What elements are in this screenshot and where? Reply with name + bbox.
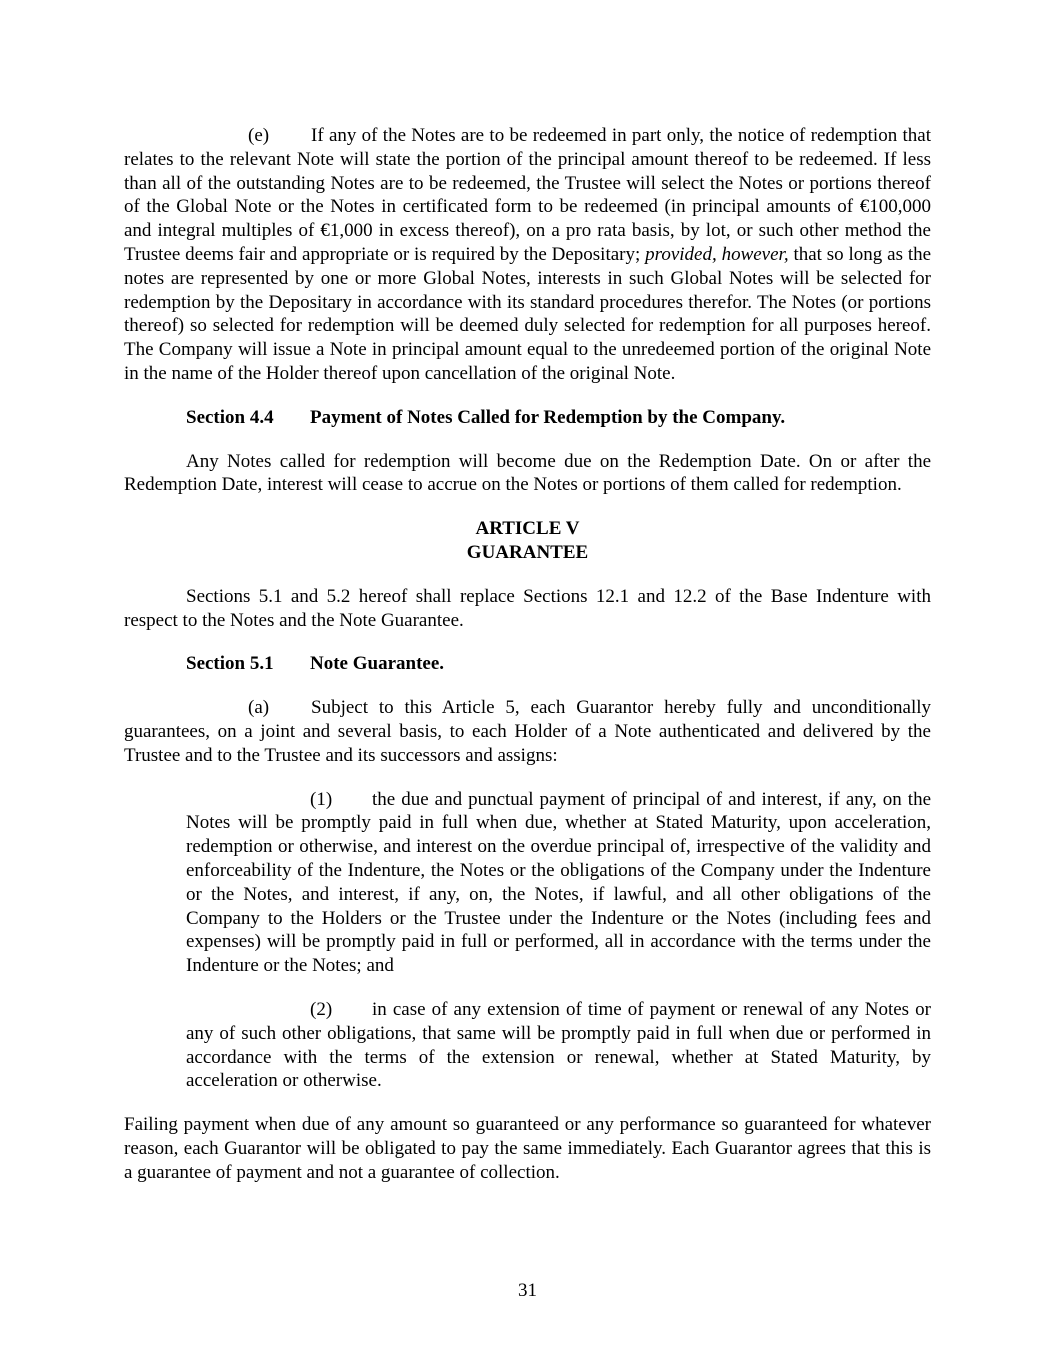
article-intro: Sections 5.1 and 5.2 hereof shall replace Sections 12.1 and 12.2 of the Base Indenture with respect to the Notes and the Note Guarantee.	[124, 585, 931, 631]
guarantee-item-2-text: in case of any extension of time of payment or renewal of any Notes or any of such other obligations, that same will be promptly paid in full when due or performed in accordance with the terms of the extension or renewal, whether at Stated Maturity, by acceleration or otherwise.	[186, 998, 931, 1092]
closing-paragraph: Failing payment when due of any amount so guaranteed or any performance so guaranteed for whatever reason, each Guarantor will be obligated to pay the same immediately. Each Guarantor agrees that this is a guarantee of payment and not a guarantee of collection.	[124, 1114, 931, 1183]
guarantee-item-1-label: (1)	[310, 788, 333, 810]
paragraph-e-text-a: If any of the Notes are to be redeemed in part only, the notice of redemption that relates to the relevant Note will state the portion of the principal amount thereof to be redeemed. If less than all of the outstanding Notes are to be redeemed, the Trustee will select the Notes or portions thereof of the Global Note or the Notes in certificated form to be redeemed (in principal amounts of €100,000 and integral multiples of €1,000 in excess thereof), on a pro rata basis, by lot, or such other method the Trustee deems fair and appropriate or is required by the Depositary;	[124, 125, 931, 265]
paragraph-a-label: (a)	[248, 697, 270, 719]
section-5-1-number: Section 5.1	[186, 653, 274, 675]
paragraph-e	[124, 124, 931, 386]
article-title: GUARANTEE	[466, 541, 589, 563]
section-5-1-heading	[186, 652, 931, 676]
section-4-4-heading	[186, 406, 931, 430]
section-4-4-body: Any Notes called for redemption will become due on the Redemption Date. On or after the Redemption Date, interest will cease to accrue on the Notes or portions of them called for redemption.	[124, 450, 931, 496]
document-page	[124, 124, 931, 1184]
article-heading	[124, 517, 931, 565]
paragraph-a-text: Subject to this Article 5, each Guarantor hereby fully and unconditionally guarantees, on a joint and several basis, to each Holder of a Note authenticated and delivered by the Trustee and to the Trustee and its successors and assigns:	[124, 697, 931, 766]
guarantee-item-2-label: (2)	[310, 998, 333, 1020]
guarantee-item-1	[186, 788, 931, 978]
article-number: ARTICLE V	[475, 518, 580, 540]
paragraph-e-italic: provided, however,	[645, 243, 789, 265]
paragraph-e-label: (e)	[248, 125, 270, 146]
section-5-1-title: Note Guarantee.	[310, 653, 445, 675]
paragraph-a	[124, 696, 931, 767]
paragraph-e-text-b: that so long as the notes are represented by one or more Global Notes, interests in such Global Notes will be selected for redemption by the Depositary in accordance with its standard procedures therefor. The Notes (or portions thereof) so selected for redemption will be deemed duly selected for redemption for all purposes hereof. The Company will issue a Note in principal amount equal to the unredeemed portion of the original Note in the name of the Holder thereof upon cancellation of the original Note.	[124, 243, 932, 384]
section-4-4-title: Payment of Notes Called for Redemption by the Company.	[310, 406, 786, 428]
page-number: 31	[518, 1280, 537, 1301]
guarantee-item-1-text: the due and punctual payment of principal of and interest, if any, on the Notes will be promptly paid in full when due, whether at Stated Maturity, upon acceleration, redemption or otherwise, and interest on the overdue principal of, irrespective of the validity and enforceability of the Indenture, the Notes or the obligations of the Company under the Indenture or the Notes, and interest, if any, on, the Notes, if lawful, and all other obligations of the Company to the Holders or the Trustee under the Indenture or the Notes (including fees and expenses) will be promptly paid in full or performed, all in accordance with the terms under the Indenture or the Notes; and	[186, 788, 931, 977]
guarantee-item-2	[186, 998, 931, 1093]
section-4-4-number: Section 4.4	[186, 406, 274, 428]
